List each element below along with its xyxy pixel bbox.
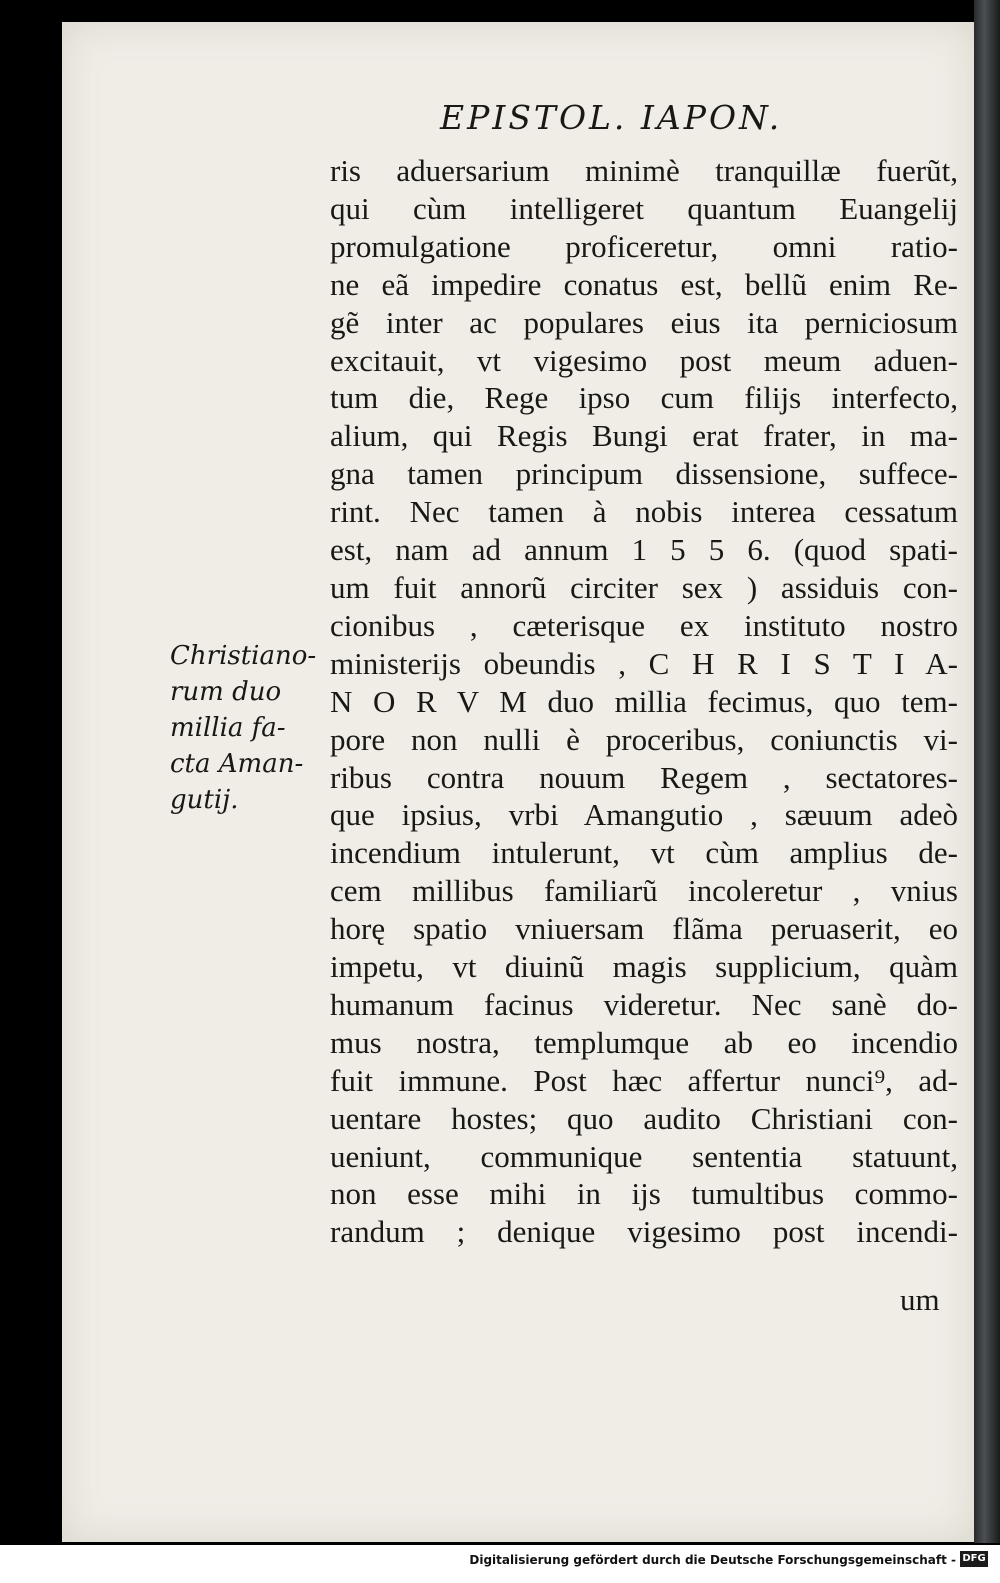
text-line: qui cùm intelligeret quantum Euangelij xyxy=(330,190,958,226)
margin-note-line: rum duo xyxy=(170,677,282,707)
catchword: um xyxy=(900,1282,940,1317)
text-line: pore non nulli è proceribus, coniunctis vi- xyxy=(330,721,958,757)
text-line: um fuit annorũ circiter sex ) assiduis con- xyxy=(330,569,958,605)
text-line: alium, qui Regis Bungi erat frater, in ma- xyxy=(330,418,958,454)
margin-note-line: cta Aman- xyxy=(170,749,304,779)
text-line: impetu, vt diuinũ magis supplicium, quàm xyxy=(330,949,958,985)
text-line: uentare hostes; quo audito Christiani con- xyxy=(330,1100,958,1136)
text-line: humanum facinus videretur. Nec sanè do- xyxy=(330,986,958,1022)
text-line: est, nam ad annum 1 5 5 6. (quod spati- xyxy=(330,532,958,568)
text-line: rint. Nec tamen à nobis interea cessatum xyxy=(330,494,958,530)
text-line: fuit immune. Post hæc affertur nunci⁹, ad- xyxy=(330,1062,958,1098)
text-line: cem millibus familiarũ incoleretur , vnius xyxy=(330,873,958,909)
text-line: mus nostra, templumque ab eo incendio xyxy=(330,1024,958,1060)
dfg-logo-icon: DFG xyxy=(960,1551,988,1567)
text-line: que ipsius, vrbi Amangutio , sæuum adeò xyxy=(330,797,958,833)
text-line: tum die, Rege ipso cum filijs interfecto, xyxy=(330,380,958,416)
text-line: ribus contra nouum Regem , sectatores- xyxy=(330,759,958,795)
text-line: ris aduersarium minimè tranquillæ fuerũt, xyxy=(330,153,958,188)
text-line: ne eã impedire conatus est, bellũ enim Re- xyxy=(330,266,958,302)
text-line: N O R V M duo millia fecimus, quo tem- xyxy=(330,683,958,719)
body-text xyxy=(330,152,958,1251)
running-head: EPISTOL. IAPON. xyxy=(440,98,783,137)
text-line: randum ; denique vigesimo post incendi- xyxy=(330,1214,958,1250)
text-line: gẽ inter ac populares eius ita perniciosum xyxy=(330,304,958,340)
text-line: non esse mihi in ijs tumultibus commo- xyxy=(330,1176,958,1212)
text-line: gna tamen principum dissensione, suffece- xyxy=(330,456,958,492)
text-line: ministerijs obeundis , C H R I S T I A- xyxy=(330,645,958,681)
text-line: incendium intulerunt, vt cùm amplius de- xyxy=(330,835,958,871)
margin-note xyxy=(170,638,330,818)
footer-credit: Digitalisierung gefördert durch die Deutsche Forschungsgemeinschaft - xyxy=(469,1553,956,1567)
text-line: promulgatione proficeretur, omni ratio- xyxy=(330,228,958,264)
margin-note-line: millia fa- xyxy=(170,713,286,743)
page-edge xyxy=(974,0,1000,1543)
text-line: horę spatio vniuersam flãma peruaserit, eo xyxy=(330,911,958,947)
margin-note-line: gutij. xyxy=(170,785,239,815)
text-line: excitauit, vt vigesimo post meum aduen- xyxy=(330,342,958,378)
text-line: ueniunt, communique sententia statuunt, xyxy=(330,1138,958,1174)
margin-note-line: Christiano- xyxy=(170,641,317,671)
text-line: cionibus , cæterisque ex instituto nostro xyxy=(330,607,958,643)
